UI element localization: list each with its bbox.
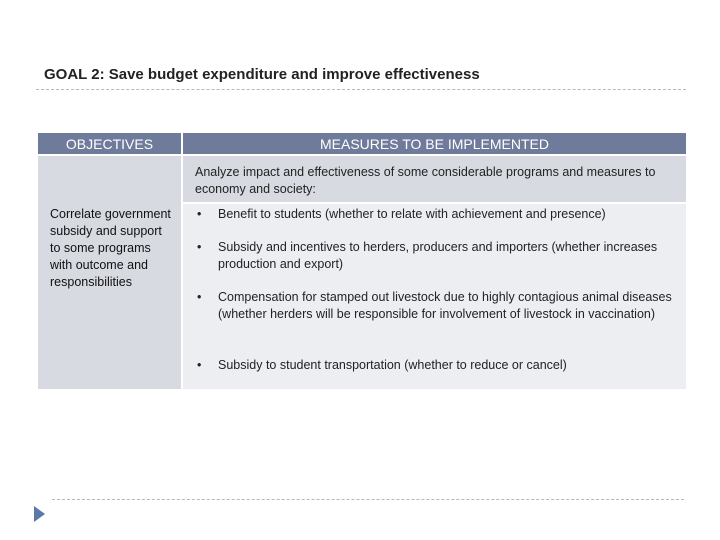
objective-cell xyxy=(38,156,181,389)
bullet-dot: • xyxy=(197,207,202,221)
header-objectives: OBJECTIVES xyxy=(38,133,181,154)
header-measures: MEASURES TO BE IMPLEMENTED xyxy=(183,133,686,154)
slide-title: GOAL 2: Save budget expenditure and improve effectiveness xyxy=(44,66,480,83)
measure-text: Subsidy and incentives to herders, producers and importers (whether increases production and export) xyxy=(218,240,658,271)
bullet-dot: • xyxy=(197,358,202,372)
measures-list xyxy=(183,204,686,389)
intro-cell xyxy=(183,156,686,202)
measure-text: Compensation for stamped out livestock due to highly contagious animal diseases (whether herders will be responsible for involvement of livestock in vaccination) xyxy=(218,290,672,321)
measure-text: Subsidy to student transportation (whether to reduce or cancel) xyxy=(218,358,567,372)
objective-text: Correlate government subsidy and support to some programs with outcome and responsibilities xyxy=(50,207,171,289)
slide-bullet-arrow-icon xyxy=(34,506,45,522)
measure-text: Benefit to students (whether to relate with achievement and presence) xyxy=(218,207,606,221)
bullet-dot: • xyxy=(197,290,202,304)
bullet-dot: • xyxy=(197,240,202,254)
top-divider xyxy=(36,89,686,90)
intro-text: Analyze impact and effectiveness of some considerable programs and measures to economy and society: xyxy=(195,165,656,196)
bottom-divider xyxy=(52,499,684,500)
